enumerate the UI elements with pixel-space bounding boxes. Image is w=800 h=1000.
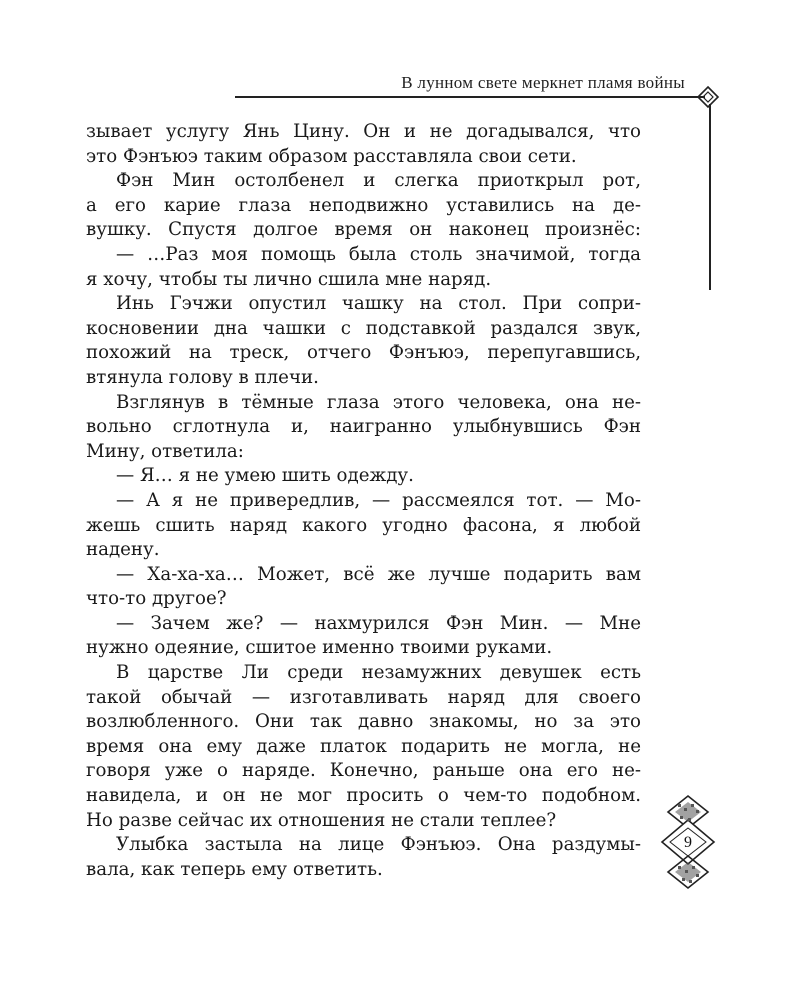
text-line: похожий на треск, отчего Фэнъюэ, перепугавшись, bbox=[86, 342, 641, 364]
text-line: косновении дна чашки с подставкой раздался звук, bbox=[86, 317, 641, 339]
text-line: возлюбленного. Они так давно знакомы, но за это bbox=[86, 711, 641, 733]
text-line: такой обычай — изготавливать наряд для своего bbox=[86, 686, 641, 708]
diamond-ornament-icon bbox=[696, 85, 720, 109]
text-line: — Ха-ха-ха… Может, всё же лучше подарить вам bbox=[116, 563, 641, 585]
text-line: — Я… я не умею шить одежду. bbox=[116, 465, 414, 487]
text-line: Мину, ответила: bbox=[86, 440, 244, 462]
text-body bbox=[86, 120, 641, 882]
text-line: Фэн Мин остолбенел и слегка приоткрыл рот, bbox=[116, 170, 641, 192]
text-line: навидела, и он не мог просить о чем-то подобном. bbox=[86, 785, 641, 807]
text-line: время она ему даже платок подарить не могла, не bbox=[86, 735, 641, 757]
text-line: это Фэнъюэ таким образом расставляла свои сети. bbox=[86, 145, 577, 167]
text-line: жешь сшить наряд какого угодно фасона, я любой bbox=[86, 514, 641, 536]
text-line: Инь Гэчжи опустил чашку на стол. При сопри- bbox=[116, 293, 641, 315]
text-line: говоря уже о наряде. Конечно, раньше она его не- bbox=[86, 760, 641, 782]
text-line: зывает услугу Янь Цину. Он и не догадывался, что bbox=[86, 121, 641, 142]
header-rule bbox=[235, 96, 705, 98]
running-head-title: В лунном свете меркнет пламя войны bbox=[401, 73, 685, 92]
text-line: — Зачем же? — нахмурился Фэн Мин. — Мне bbox=[116, 612, 641, 634]
text-line: В царстве Ли среди незамужних девушек есть bbox=[116, 662, 641, 684]
text-line: Взглянув в тёмные глаза этого человека, она не- bbox=[116, 391, 641, 413]
text-line: надену. bbox=[86, 539, 160, 561]
side-rule bbox=[709, 104, 711, 290]
text-line: нужно одеяние, сшитое именно твоими руками. bbox=[86, 637, 553, 659]
text-line: вала, как теперь ему ответить. bbox=[86, 858, 383, 880]
text-line: — А я не привередлив, — рассмеялся тот. — Мо- bbox=[116, 489, 641, 511]
text-line: Но разве сейчас их отношения не стали теплее? bbox=[86, 809, 557, 831]
text-line: вушку. Спустя долгое время он наконец произнёс: bbox=[86, 219, 641, 241]
page-number: 9 bbox=[684, 834, 692, 851]
text-line: я хочу, чтобы ты лично сшила мне наряд. bbox=[86, 268, 492, 290]
text-line: — …Раз моя помощь была столь значимой, тогда bbox=[116, 243, 641, 265]
text-line: а его карие глаза неподвижно уставились на де- bbox=[86, 194, 641, 216]
text-line: втянула голову в плечи. bbox=[86, 366, 319, 388]
text-line: вольно сглотнула и, наигранно улыбнувшись Фэн bbox=[86, 416, 641, 438]
text-line: что-то другое? bbox=[86, 588, 227, 610]
text-line: Улыбка застыла на лице Фэнъюэ. Она раздумы- bbox=[116, 834, 641, 856]
